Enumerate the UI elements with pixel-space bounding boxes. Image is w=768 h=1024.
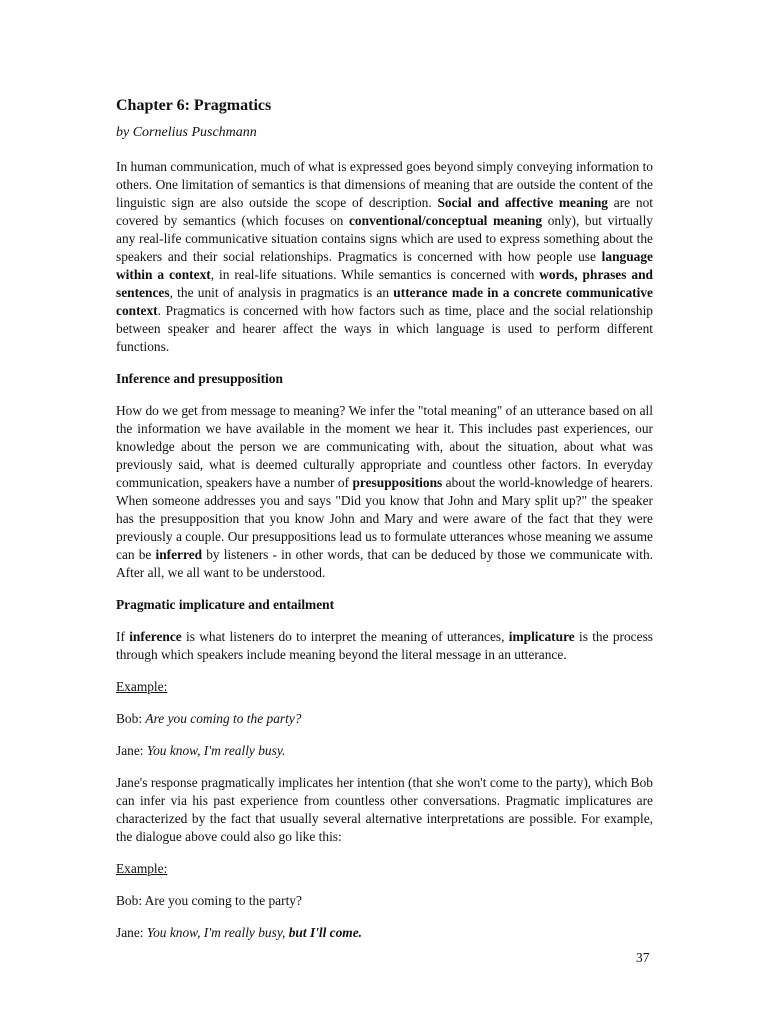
- section-heading-implicature: Pragmatic implicature and entailment: [116, 597, 335, 612]
- text-run: Bob: Are you coming to the party?: [116, 893, 302, 908]
- text-run: . Pragmatics is concerned with how factors such as time, place and the social relationship between speaker and hearer affect the ways in which language is used to perform different functions.: [116, 303, 653, 354]
- example-jane-line: [116, 742, 653, 760]
- text-run: only), but virtually any real-life communicative situation contains signs which are used to express something about the speakers and their social relationships. Pragmatics is concerned with how people use: [116, 213, 654, 264]
- text-run: inference: [129, 629, 182, 644]
- example-label: Example:: [116, 679, 168, 694]
- inference-paragraph: [116, 402, 653, 582]
- example2-bob-line: [116, 892, 653, 910]
- chapter-title: Chapter 6: Pragmatics: [116, 97, 272, 114]
- text-run: by listeners - in other words, that can be deduced by those we communicate with. After all, we all want to be understood.: [116, 547, 653, 580]
- text-run: language within a context: [116, 249, 653, 282]
- page-content: [116, 96, 653, 956]
- page-number: 37: [636, 950, 650, 965]
- text-run: If: [116, 629, 130, 644]
- text-run: , in real-life situations. While semantics is concerned with: [210, 267, 540, 282]
- text-run: words, phrases and sentences: [116, 267, 653, 300]
- author-byline: by Cornelius Puschmann: [116, 125, 257, 140]
- example-label-2: Example:: [116, 861, 168, 876]
- section-heading-inference: Inference and presupposition: [116, 371, 283, 386]
- text-run: Bob:: [116, 711, 146, 726]
- text-run: In human communication, much of what is expressed goes beyond simply conveying information to others. One limitation of semantics is that dimensions of meaning that are outside the content of the linguistic sign are also outside the scope of description.: [116, 159, 653, 210]
- text-run: How do we get from message to meaning? We infer the "total meaning" of an utterance based on all the information we have available in the moment we hear it. This includes past experiences, our knowledge about the person we are communicating with, about the situation, about what was previously said, what is deemed culturally appropriate and countless other factors. In everyday communication, speakers have a number of: [116, 403, 653, 490]
- text-run: is what listeners do to interpret the meaning of utterances,: [181, 629, 509, 644]
- example-bob-line: [116, 710, 653, 728]
- text-run: utterance made in a concrete communicative context: [116, 285, 653, 318]
- text-run: presuppositions: [352, 475, 443, 490]
- text-run: You know, I'm really busy.: [146, 743, 286, 758]
- example2-jane-line: [116, 924, 653, 942]
- text-run: is the process through which speakers include meaning beyond the literal message in an utterance.: [116, 629, 653, 662]
- text-run: , the unit of analysis in pragmatics is an: [169, 285, 394, 300]
- text-run: Are you coming to the party?: [145, 711, 302, 726]
- text-run: inferred: [155, 547, 203, 562]
- text-run: Social and affective meaning: [437, 195, 609, 210]
- implicature-paragraph: [116, 628, 653, 664]
- text-run: implicature: [508, 629, 575, 644]
- text-run: You know, I'm really busy,: [146, 925, 289, 940]
- text-run: are not covered by semantics (which focuses on: [116, 195, 653, 228]
- text-run: but I'll come.: [288, 925, 363, 940]
- text-run: Jane's response pragmatically implicates her intention (that she won't come to the party), which Bob can infer via his past experience from countless other conversations. Pragmatic implicatures are characterized by the fact that usually several alternative interpretations are possible. For example, the dialogue above could also go like this:: [116, 775, 653, 844]
- text-run: Jane:: [116, 925, 147, 940]
- intro-paragraph: [116, 158, 653, 356]
- text-run: conventional/conceptual meaning: [348, 213, 543, 228]
- explanation-paragraph: [116, 774, 653, 846]
- text-run: Jane:: [116, 743, 147, 758]
- text-run: about the world-knowledge of hearers. When someone addresses you and says "Did you know that John and Mary split up?" the speaker has the presupposition that you know John and Mary and were aware of the fact that they were previously a couple. Our presuppositions lead us to formulate utterances whose meaning we assume can be: [116, 475, 653, 562]
